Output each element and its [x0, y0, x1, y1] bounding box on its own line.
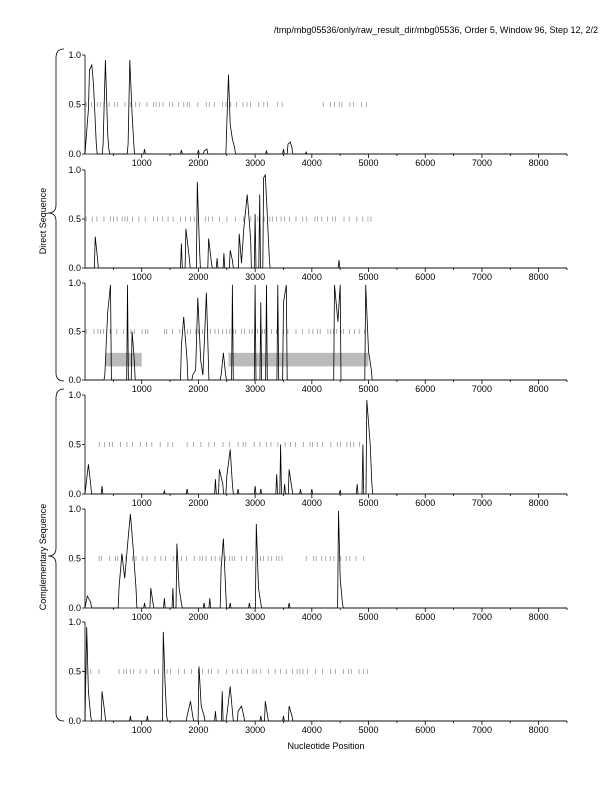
x-axis-label: Nucleotide Position [287, 741, 365, 751]
panel-4-x-tick-label-8000: 8000 [528, 498, 549, 508]
panel-5-marks-2 [181, 556, 282, 561]
panel-4-y-tick-label-3: 1.0 [68, 390, 81, 400]
panel-4-y-tick-label-2: 0.5 [68, 439, 81, 450]
panel-2-y-tick-label-2: 0.5 [68, 214, 81, 224]
panel-1-y-tick-label-2: 0.5 [68, 99, 81, 110]
panel-5-x-tick-label-8000: 8000 [528, 612, 549, 622]
panel-4-marks-2 [187, 442, 229, 447]
panel-1-x-tick-label-2000: 2000 [188, 158, 209, 168]
page-title: /tmp/mbg05536/only/raw_result_dir/mbg05536, Order 5, Window 96, Step 12, 2/2 [273, 25, 598, 35]
panel-1-marks-3 [278, 102, 282, 107]
panel-6-y-tick-label-3: 1.0 [68, 617, 81, 627]
panel-4-marks-1 [99, 442, 173, 447]
direct-group-brace [48, 49, 64, 381]
panel-2-x-tick-label-7000: 7000 [471, 272, 492, 282]
panel-1-marks-1 [86, 102, 156, 107]
panel-5 [68, 504, 567, 622]
panel-4-x-tick-label-1000: 1000 [131, 498, 152, 508]
panel-1-y-tick-label-1: 0.0 [68, 149, 81, 159]
panel-5-x-tick-label-6000: 6000 [415, 612, 436, 622]
panel-1-series-line [85, 60, 567, 154]
panel-5-y-tick-label-3: 1.0 [68, 504, 81, 514]
panel-6-x-tick-label-1000: 1000 [131, 725, 152, 735]
panel-6-x-tick-label-4000: 4000 [301, 725, 322, 735]
panel-5-y-tick-label-1: 0.0 [68, 603, 81, 613]
panel-3-x-tick-label-3000: 3000 [245, 384, 266, 394]
panel-3-y-tick-label-3: 1.0 [68, 278, 81, 288]
panel-6-y-tick-label-1: 0.0 [68, 716, 81, 726]
panel-4-series-line [85, 400, 567, 494]
panel-1-marks-4 [323, 102, 367, 107]
complement-group-label: Complementary Sequence [38, 503, 48, 611]
panel-3-x-tick-label-1000: 1000 [131, 384, 152, 394]
panel-6-series-line [85, 627, 567, 721]
panel-2-marks-1 [86, 217, 371, 222]
panel-5-x-tick-label-3000: 3000 [245, 612, 266, 622]
panel-4-marks-3 [238, 442, 359, 447]
panel-4-x-tick-label-6000: 6000 [415, 498, 436, 508]
panel-5-marks-3 [306, 556, 364, 561]
panel-1-x-tick-label-5000: 5000 [358, 158, 379, 168]
panel-1-x-tick-label-6000: 6000 [415, 158, 436, 168]
panel-2-x-tick-label-1000: 1000 [131, 272, 152, 282]
panel-1-x-tick-label-8000: 8000 [528, 158, 549, 168]
panel-5-x-tick-label-7000: 7000 [471, 612, 492, 622]
panel-2-x-tick-label-6000: 6000 [415, 272, 436, 282]
panel-5-x-tick-label-4000: 4000 [301, 612, 322, 622]
panel-4-x-tick-label-5000: 5000 [358, 498, 379, 508]
panel-4-x-tick-label-4000: 4000 [301, 498, 322, 508]
panel-1-marks-2 [159, 102, 267, 107]
panel-2 [68, 165, 567, 282]
panel-3-x-tick-label-7000: 7000 [471, 384, 492, 394]
panel-6-x-tick-label-8000: 8000 [528, 725, 549, 735]
panel-3-x-tick-label-5000: 5000 [358, 384, 379, 394]
panel-3-x-tick-label-4000: 4000 [301, 384, 322, 394]
panel-6-x-tick-label-5000: 5000 [358, 725, 379, 735]
panel-5-x-tick-label-5000: 5000 [358, 612, 379, 622]
panel-3-marks-2 [164, 329, 222, 334]
panel-2-x-tick-label-3000: 3000 [245, 272, 266, 282]
panel-3-y-tick-label-1: 0.0 [68, 375, 81, 385]
panel-5-x-tick-label-1000: 1000 [131, 612, 152, 622]
panel-2-y-tick-label-3: 1.0 [68, 165, 81, 175]
panel-3-x-tick-label-8000: 8000 [528, 384, 549, 394]
panel-2-x-tick-label-5000: 5000 [358, 272, 379, 282]
panel-3-marks-1 [86, 329, 148, 334]
panel-3-x-tick-label-6000: 6000 [415, 384, 436, 394]
panel-2-series-line [85, 175, 567, 268]
direct-group-label: Direct Sequence [38, 187, 48, 255]
panel-5-marks-1 [99, 556, 176, 561]
panel-1-x-tick-label-1000: 1000 [131, 158, 152, 168]
panel-4-x-tick-label-3000: 3000 [245, 498, 266, 508]
panel-6-y-tick-label-2: 0.5 [68, 666, 81, 677]
panel-4-x-tick-label-7000: 7000 [471, 498, 492, 508]
panel-3-highlight-2 [228, 353, 368, 367]
panel-3-y-tick-label-2: 0.5 [68, 326, 81, 337]
panel-3-x-tick-label-2000: 2000 [188, 384, 209, 394]
panel-6-x-tick-label-3000: 3000 [245, 725, 266, 735]
panel-4 [68, 390, 567, 508]
panel-1 [68, 50, 567, 168]
panel-2-x-tick-label-2000: 2000 [188, 272, 209, 282]
panel-6-marks-2 [119, 669, 218, 674]
panel-5-y-tick-label-2: 0.5 [68, 553, 81, 564]
panel-3 [68, 278, 567, 394]
panel-1-y-tick-label-3: 1.0 [68, 50, 81, 60]
complement-group-brace [48, 389, 64, 721]
panel-5-x-tick-label-2000: 2000 [188, 612, 209, 622]
panel-2-x-tick-label-8000: 8000 [528, 272, 549, 282]
panel-6-x-tick-label-6000: 6000 [415, 725, 436, 735]
panel-1-x-tick-label-3000: 3000 [245, 158, 266, 168]
panel-6-marks-3 [227, 669, 367, 674]
panel-1-x-tick-label-4000: 4000 [301, 158, 322, 168]
panel-6-x-tick-label-2000: 2000 [188, 725, 209, 735]
panel-4-y-tick-label-1: 0.0 [68, 489, 81, 499]
panel-6-x-tick-label-7000: 7000 [471, 725, 492, 735]
panel-2-x-tick-label-4000: 4000 [301, 272, 322, 282]
panel-6 [68, 617, 567, 735]
panel-4-x-tick-label-2000: 2000 [188, 498, 209, 508]
panel-3-marks-3 [227, 329, 365, 334]
panel-2-y-tick-label-1: 0.0 [68, 263, 81, 273]
panel-1-x-tick-label-7000: 7000 [471, 158, 492, 168]
